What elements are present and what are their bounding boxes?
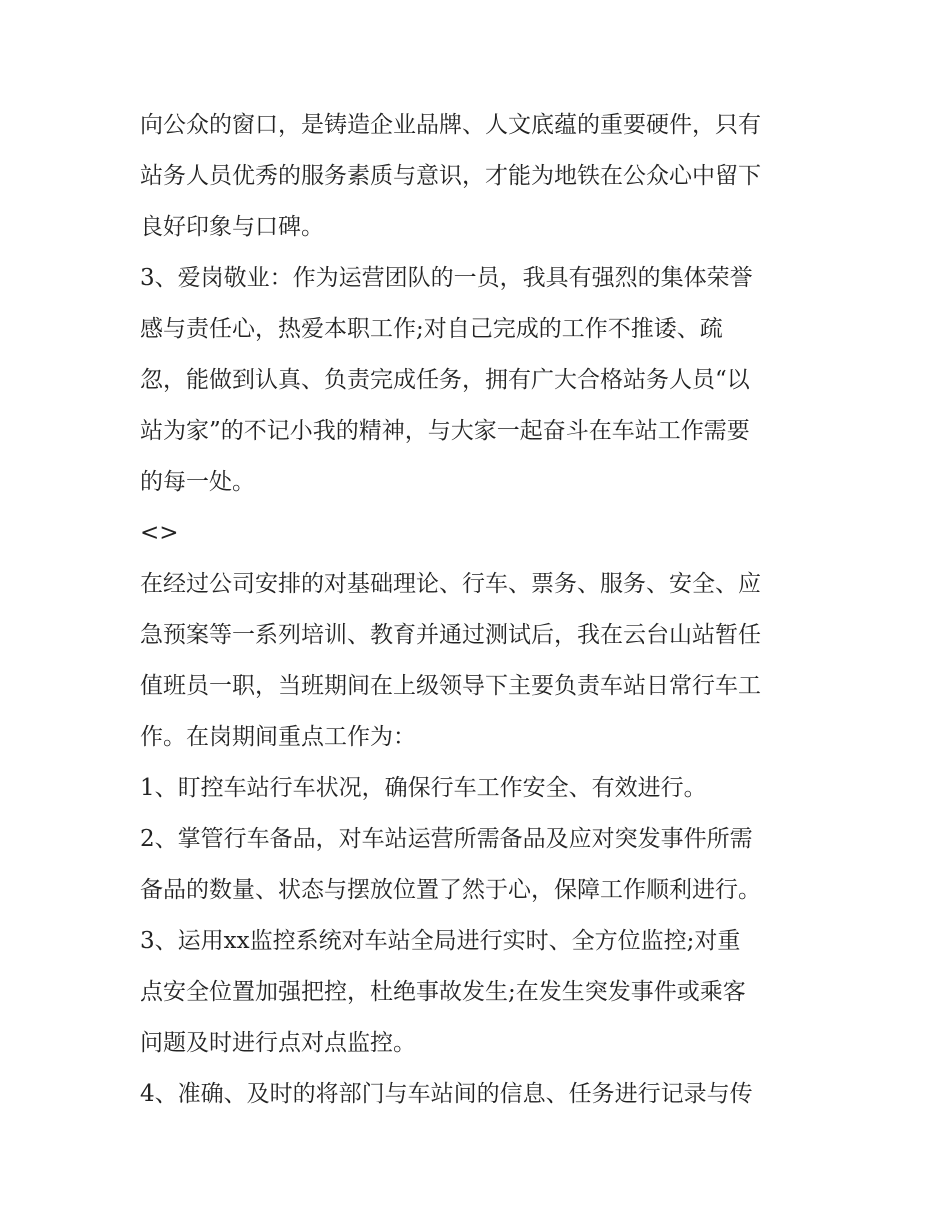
text-line: 问题及时进行点对点监控。: [140, 1030, 416, 1056]
document-page: [140, 100, 820, 1120]
text-line: 站务人员优秀的服务素质与意识，才能为地铁在公众心中留下: [140, 163, 761, 189]
text-line: 感与责任心，热爱本职工作;对自己完成的工作不推诿、疏: [140, 316, 723, 342]
text-line: 3、爱岗敬业：作为运营团队的一员，我具有强烈的集体荣誉: [140, 265, 753, 291]
text-line: 4、准确、及时的将部门与车站间的信息、任务进行记录与传: [140, 1081, 753, 1107]
text-line: 急预案等一系列培训、教育并通过测试后，我在云台山站暂任: [140, 622, 761, 648]
text-line: 向公众的窗口，是铸造企业品牌、人文底蕴的重要硬件，只有: [140, 112, 761, 138]
text-line: 点安全位置加强把控，杜绝事故发生;在发生突发事件或乘客: [140, 979, 746, 1005]
text-line: 站为家”的不记小我的精神，与大家一起奋斗在车站工作需要: [140, 418, 750, 444]
text-line: 2、掌管行车备品，对车站运营所需备品及应对突发事件所需: [140, 826, 753, 852]
text-line: <>: [140, 520, 179, 546]
text-line: 备品的数量、状态与摆放位置了然于心，保障工作顺利进行。: [140, 877, 761, 903]
text-line: 作。在岗期间重点工作为：: [140, 724, 416, 750]
text-line: 良好印象与口碑。: [140, 214, 324, 240]
text-line: 忽，能做到认真、负责完成任务，拥有广大合格站务人员“以: [140, 367, 750, 393]
text-line: 1、盯控车站行车状况，确保行车工作安全、有效进行。: [140, 775, 707, 801]
text-line: 在经过公司安排的对基础理论、行车、票务、服务、安全、应: [140, 571, 761, 597]
text-line: 值班员一职，当班期间在上级领导下主要负责车站日常行车工: [140, 673, 761, 699]
text-line: 的每一处。: [140, 469, 255, 495]
text-line: 3、运用xx监控系统对车站全局进行实时、全方位监控;对重: [140, 928, 741, 954]
